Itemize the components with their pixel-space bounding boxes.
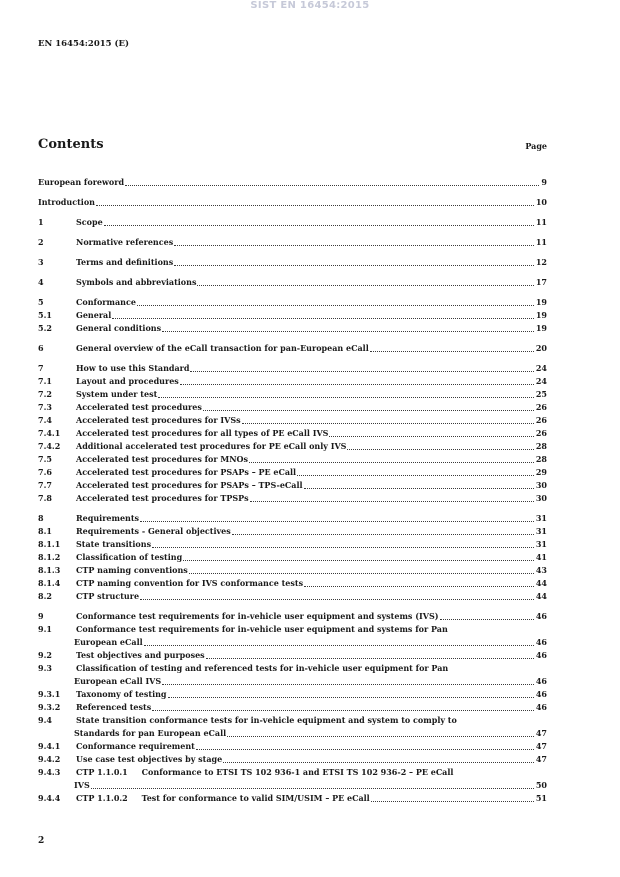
toc-title: Accelerated test procedures for all types of PE eCall IVS [76, 428, 329, 438]
dot-leader [329, 436, 533, 437]
toc-entry[interactable] [38, 236, 547, 249]
toc-entry[interactable] [38, 753, 547, 766]
toc-entry[interactable] [38, 342, 547, 355]
toc-title: CTP 1.1.0.2 Test for conformance to valid SIM/USIM – PE eCall [76, 793, 370, 803]
dot-leader [232, 534, 534, 535]
dot-leader [347, 449, 533, 450]
toc-entry[interactable] [38, 216, 547, 229]
toc-entry[interactable] [38, 401, 547, 414]
toc-title: CTP naming conventions [76, 565, 188, 575]
toc-title: Use case test objectives by stage [76, 754, 223, 764]
toc-number: 7.4.2 [38, 441, 61, 451]
dot-leader [223, 762, 534, 763]
toc-page: 43 [535, 565, 547, 575]
dot-leader [112, 318, 534, 319]
dot-leader [104, 225, 534, 226]
toc-number: 8.1.4 [38, 578, 61, 588]
dot-leader [152, 547, 534, 548]
toc-page: 47 [535, 754, 547, 764]
toc-page: 44 [535, 578, 547, 588]
toc-page: 50 [535, 780, 547, 790]
table-of-contents [38, 176, 547, 805]
toc-entry[interactable] [38, 309, 547, 322]
toc-page: 28 [535, 441, 547, 451]
toc-number: 5.2 [38, 323, 52, 333]
toc-page: 47 [535, 728, 547, 738]
toc-number: 9.4.4 [38, 793, 61, 803]
toc-title: Normative references [76, 237, 174, 247]
toc-title: CTP structure [76, 591, 140, 601]
toc-entry[interactable] [38, 740, 547, 753]
toc-page: 19 [535, 323, 547, 333]
toc-number: 7 [38, 363, 44, 373]
document-id: EN 16454:2015 (E) [38, 39, 130, 49]
toc-number: 5.1 [38, 310, 52, 320]
dot-leader [203, 410, 534, 411]
toc-title: Accelerated test procedures for PSAPs – PE eCall [76, 467, 297, 477]
dot-leader [196, 749, 534, 750]
toc-entry[interactable] [38, 322, 547, 335]
toc-page: 24 [535, 376, 547, 386]
toc-entry-multiline[interactable] [38, 714, 547, 740]
toc-entry[interactable] [38, 276, 547, 289]
toc-title: State transitions [76, 539, 152, 549]
dot-leader [206, 658, 534, 659]
toc-title: How to use this Standard [76, 363, 190, 373]
toc-page: 26 [535, 415, 547, 425]
dot-leader [91, 788, 534, 789]
toc-page: 17 [535, 277, 547, 287]
dot-leader [158, 397, 534, 398]
toc-title: Classification of testing [76, 552, 183, 562]
toc-title-line: CTP 1.1.0.1 Conformance to ETSI TS 102 936-1 and ETSI TS 102 936-2 – PE eCall [76, 767, 454, 777]
dot-leader [189, 573, 534, 574]
dot-leader [250, 501, 534, 502]
toc-number: 7.4 [38, 415, 52, 425]
dot-leader [249, 462, 534, 463]
dot-leader [197, 285, 533, 286]
toc-title: Additional accelerated test procedures for PE eCall only IVS [76, 441, 347, 451]
toc-title: General conditions [76, 323, 162, 333]
toc-page: 31 [535, 526, 547, 536]
toc-entry[interactable] [38, 375, 547, 388]
toc-entry-multiline[interactable] [38, 662, 547, 688]
toc-title-line: European eCall IVS [74, 676, 162, 686]
toc-number: 9.4.2 [38, 754, 61, 764]
dot-leader [370, 351, 534, 352]
dot-leader [371, 801, 534, 802]
toc-number: 1 [38, 217, 44, 227]
toc-title: Conformance [76, 297, 136, 307]
toc-number: 7.8 [38, 493, 52, 503]
dot-leader [96, 205, 534, 206]
toc-title: Layout and procedures [76, 376, 179, 386]
toc-entry[interactable] [38, 414, 547, 427]
toc-entry[interactable] [38, 577, 547, 590]
toc-title: General overview of the eCall transaction for pan-European eCall [76, 343, 369, 353]
page-number: 2 [38, 836, 45, 846]
toc-entry[interactable] [38, 610, 547, 623]
toc-number: 8.1.2 [38, 552, 61, 562]
toc-entry[interactable] [38, 512, 547, 525]
toc-title: Accelerated test procedures for IVSs [76, 415, 241, 425]
toc-page: 19 [535, 310, 547, 320]
toc-page: 46 [535, 650, 547, 660]
toc-number: 8.1.3 [38, 565, 61, 575]
toc-number: 7.5 [38, 454, 52, 464]
toc-entry[interactable] [38, 492, 547, 505]
toc-title-line: Standards for pan European eCall [74, 728, 227, 738]
toc-title-line: Classification of testing and referenced tests for in-vehicle user equipment for Pan [76, 663, 449, 673]
dot-leader [174, 245, 534, 246]
toc-entry[interactable] [38, 453, 547, 466]
toc-entry[interactable] [38, 792, 547, 805]
toc-number: 7.7 [38, 480, 52, 490]
dot-leader [168, 697, 534, 698]
toc-title: Accelerated test procedures [76, 402, 202, 412]
toc-entry[interactable] [38, 649, 547, 662]
toc-number: 9.3.2 [38, 702, 61, 712]
toc-number: 8.1 [38, 526, 52, 536]
toc-number: 9.4.3 [38, 767, 61, 777]
toc-entry[interactable] [38, 564, 547, 577]
toc-number: 9.2 [38, 650, 52, 660]
toc-title: General [76, 310, 112, 320]
toc-number: 9.3.1 [38, 689, 61, 699]
dot-leader [183, 560, 534, 561]
page-column-heading: Page [525, 141, 547, 151]
toc-page: 26 [535, 428, 547, 438]
toc-page: 19 [535, 297, 547, 307]
toc-page: 28 [535, 454, 547, 464]
toc-entry-introduction[interactable] [38, 196, 547, 209]
toc-page: 51 [535, 793, 547, 803]
toc-title: European foreword [38, 177, 125, 187]
toc-title: Taxonomy of testing [76, 689, 167, 699]
toc-page: 20 [535, 343, 547, 353]
toc-entry[interactable] [38, 551, 547, 564]
dot-leader [125, 185, 539, 186]
dot-leader [162, 331, 534, 332]
toc-entry-multiline[interactable] [38, 766, 547, 792]
toc-page: 29 [535, 467, 547, 477]
toc-title: Accelerated test procedures for TPSPs [76, 493, 249, 503]
toc-title: Conformance requirement [76, 741, 195, 751]
dot-leader [144, 645, 534, 646]
toc-entry-european-foreword[interactable] [38, 176, 547, 189]
toc-page: 24 [535, 363, 547, 373]
toc-number: 9.1 [38, 624, 52, 634]
toc-number: 5 [38, 297, 44, 307]
toc-title: Referenced tests [76, 702, 152, 712]
toc-title: Accelerated test procedures for MNOs [76, 454, 249, 464]
toc-page: 26 [535, 402, 547, 412]
contents-heading: Contents [38, 137, 104, 152]
toc-entry[interactable] [38, 427, 547, 440]
toc-entry[interactable] [38, 590, 547, 603]
toc-number: 4 [38, 277, 44, 287]
toc-title-line: State transition conformance tests for in-vehicle equipment and system to comply to [76, 715, 457, 725]
toc-title: CTP naming convention for IVS conformance tests [76, 578, 304, 588]
toc-number: 8.2 [38, 591, 52, 601]
dot-leader [174, 265, 534, 266]
toc-page: 30 [535, 493, 547, 503]
dot-leader [242, 423, 534, 424]
dot-leader [190, 371, 533, 372]
toc-page: 31 [535, 513, 547, 523]
toc-page: 46 [535, 676, 547, 686]
dot-leader [304, 586, 534, 587]
watermark: SIST EN 16454:2015 [250, 0, 370, 11]
toc-title-line: Conformance test requirements for in-vehicle user equipment and systems for Pan [76, 624, 448, 634]
toc-title: Requirements - General objectives [76, 526, 231, 536]
toc-title: Requirements [76, 513, 140, 523]
toc-page: 25 [535, 389, 547, 399]
dot-leader [137, 305, 534, 306]
toc-page: 46 [535, 689, 547, 699]
toc-title-line: European eCall [74, 637, 143, 647]
toc-entry-multiline[interactable] [38, 623, 547, 649]
toc-number: 7.1 [38, 376, 52, 386]
toc-entry[interactable] [38, 296, 547, 309]
toc-number: 8 [38, 513, 44, 523]
toc-title: Accelerated test procedures for PSAPs – TPS-eCall [76, 480, 303, 490]
toc-page: 12 [535, 257, 547, 267]
toc-title: Symbols and abbreviations [76, 277, 197, 287]
toc-entry[interactable] [38, 388, 547, 401]
toc-entry[interactable] [38, 440, 547, 453]
toc-title: Scope [76, 217, 103, 227]
toc-entry[interactable] [38, 538, 547, 551]
dot-leader [152, 710, 534, 711]
dot-leader [180, 384, 534, 385]
toc-number: 2 [38, 237, 44, 247]
dot-leader [140, 599, 534, 600]
toc-number: 7.3 [38, 402, 52, 412]
toc-entry[interactable] [38, 479, 547, 492]
toc-page: 46 [535, 611, 547, 621]
toc-page: 44 [535, 591, 547, 601]
toc-page: 31 [535, 539, 547, 549]
toc-entry[interactable] [38, 701, 547, 714]
dot-leader [304, 488, 534, 489]
toc-number: 9.4.1 [38, 741, 61, 751]
toc-page: 47 [535, 741, 547, 751]
toc-page: 30 [535, 480, 547, 490]
toc-title: System under test [76, 389, 158, 399]
toc-page: 41 [535, 552, 547, 562]
toc-page: 46 [535, 702, 547, 712]
toc-entry[interactable] [38, 362, 547, 375]
toc-page: 9 [541, 177, 547, 187]
dot-leader [440, 619, 534, 620]
toc-number: 3 [38, 257, 44, 267]
toc-page: 46 [535, 637, 547, 647]
toc-number: 9.3 [38, 663, 52, 673]
toc-page: 10 [535, 197, 547, 207]
toc-entry[interactable] [38, 466, 547, 479]
toc-title: Terms and definitions [76, 257, 174, 267]
toc-page: 11 [535, 217, 547, 227]
dot-leader [297, 475, 534, 476]
toc-title: Test objectives and purposes [76, 650, 205, 660]
toc-title: Introduction [38, 197, 95, 207]
toc-entry[interactable] [38, 525, 547, 538]
toc-title: Conformance test requirements for in-vehicle user equipment and systems (IVS) [76, 611, 439, 621]
dot-leader [162, 684, 534, 685]
toc-number: 9.4 [38, 715, 52, 725]
dot-leader [140, 521, 534, 522]
toc-number: 7.2 [38, 389, 52, 399]
toc-entry[interactable] [38, 256, 547, 269]
toc-page: 11 [535, 237, 547, 247]
toc-number: 6 [38, 343, 44, 353]
toc-number: 7.6 [38, 467, 52, 477]
toc-entry[interactable] [38, 688, 547, 701]
toc-number: 8.1.1 [38, 539, 61, 549]
toc-number: 9 [38, 611, 44, 621]
toc-number: 7.4.1 [38, 428, 61, 438]
dot-leader [227, 736, 534, 737]
toc-title-line: IVS [74, 780, 90, 790]
